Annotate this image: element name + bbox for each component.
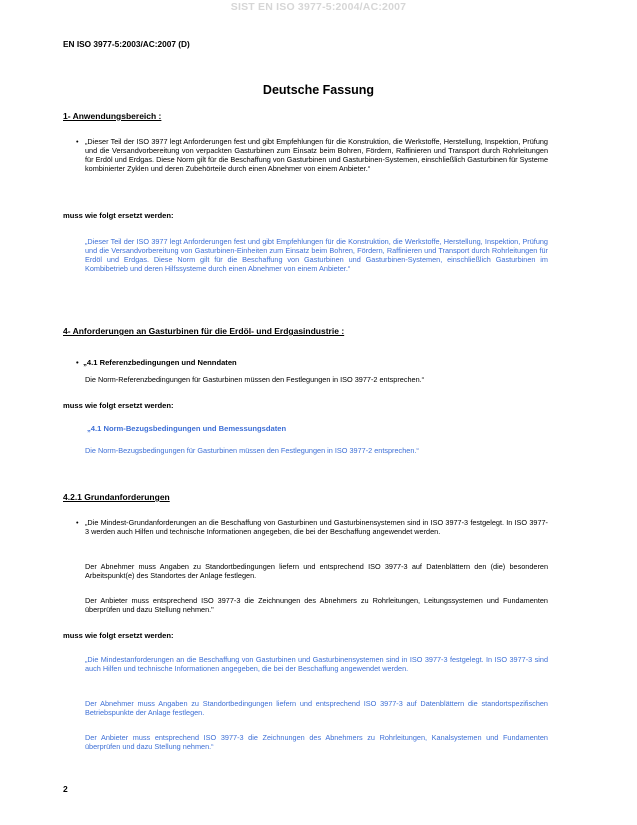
bullet-icon: • xyxy=(76,137,79,146)
document-code: EN ISO 3977-5:2003/AC:2007 (D) xyxy=(63,39,190,49)
section-4-replace-label: muss wie folgt ersetzt werden: xyxy=(63,401,174,410)
section-421-heading: 4.2.1 Grundanforderungen xyxy=(63,492,170,502)
section-1-original-text: „Dieser Teil der ISO 3977 legt Anforderungen fest und gibt Empfehlungen für die Konstruktion, die Werkstoffe, Herstellung, Inspektion, Prüfung und die Versandvorbereitung von verpackten Gasturbinen zum Einsatz beim Bohren, Fördern, Raffinieren und Transport durch Rohrleitungen für Erdöl und Erdgas. Diese Norm gilt für die Beschaffung von Gasturbinen und Gasturbinen-Systemen, einschließlich Gasturbinen für Systeme kombinierter Zyklen und deren Zubehörteile durch einen Abnehmer von einem Anbieter.“ xyxy=(85,137,548,174)
section-4-original-subheading-text: „4.1 Referenzbedingungen und Nenndaten xyxy=(83,358,237,367)
section-421-original-bullet xyxy=(76,518,548,536)
watermark-text: SIST EN ISO 3977-5:2004/AC:2007 xyxy=(230,1,407,13)
section-1-replace-label: muss wie folgt ersetzt werden: xyxy=(63,211,174,220)
section-1-original-bullet xyxy=(76,137,548,173)
bullet-icon: • xyxy=(76,358,79,367)
section-4-heading: 4- Anforderungen an Gasturbinen für die Erdöl- und Erdgasindustrie : xyxy=(63,326,345,336)
page-number: 2 xyxy=(63,784,68,794)
section-4-replacement-subheading: „4.1 Norm-Bezugsbedingungen und Bemessungsdaten xyxy=(87,424,287,433)
section-421-original-p3: Der Anbieter muss entsprechend ISO 3977-3 die Zeichnungen des Abnehmers zu Rohrleitungen, Leitungssystemen und Fundamenten überprüfen und dazu Stellung nehmen." xyxy=(85,596,548,615)
section-421-replace-label: muss wie folgt ersetzt werden: xyxy=(63,631,174,640)
section-421-replacement-p2: Der Abnehmer muss Angaben zu Standortbedingungen liefern und entsprechend ISO 3977-3 auf Datenblättern die standortspezifischen Betriebspunkte der Anlage festlegen. xyxy=(85,699,548,718)
section-421-original-p2: Der Abnehmer muss Angaben zu Standortbedingungen liefern und entsprechend ISO 3977-3 auf Datenblättern den (die) besonderen Arbeitspunkt(e) des Standortes der Anlage festlegen. xyxy=(85,562,548,581)
section-1-replacement-text: „Dieser Teil der ISO 3977 legt Anforderungen fest und gibt Empfehlungen für die Konstruktion, die Werkstoffe, Herstellung, Inspektion, Prüfung und die Versandvorbereitung von Gasturbinen-Einheiten zum Einsatz beim Bohren, Fördern, Raffinieren und Transport durch Rohrleitungen für Erdöl und Erdgas. Diese Norm gilt für die Beschaffung von Gasturbinen und Gasturbinen-Systemen, einschließlich Gasturbinen im Kombibetrieb und deren Hilfssysteme durch einen Abnehmer von einem Anbieter.“ xyxy=(85,237,548,274)
section-421-replacement-p1: „Die Mindestanforderungen an die Beschaffung von Gasturbinen und Gasturbinensystemen sind in ISO 3977-3 festgelegt. In ISO 3977-3 sind auch Hilfen und technische Informationen angegeben, die bei der Beschaffung angewendet werden. xyxy=(85,655,548,674)
section-4-original-text: Die Norm-Referenzbedingungen für Gasturbinen müssen den Festlegungen in ISO 3977-2 entsprechen.“ xyxy=(85,375,425,384)
page-title: Deutsche Fassung xyxy=(262,83,375,97)
section-421-original-p1: „Die Mindest-Grundanforderungen an die Beschaffung von Gasturbinen und Gasturbinensystemen sind in ISO 3977-3 festgelegt. In ISO 3977-3 werden auch Hilfen und technische Informationen angegeben, die bei der Beschaffung angewendet werden. xyxy=(85,518,548,537)
section-4-original-subheading xyxy=(76,352,237,370)
section-4-replacement-text: Die Norm-Bezugsbedingungen für Gasturbinen müssen den Festlegungen in ISO 3977-2 entsprechen.“ xyxy=(85,446,419,455)
bullet-icon: • xyxy=(76,518,79,527)
section-1-heading: 1- Anwendungsbereich : xyxy=(63,111,162,121)
section-421-replacement-p3: Der Anbieter muss entsprechend ISO 3977-3 die Zeichnungen des Abnehmers zu Rohrleitungen, Kanalsystemen und Fundamenten überprüfen und dazu Stellung nehmen.“ xyxy=(85,733,548,752)
